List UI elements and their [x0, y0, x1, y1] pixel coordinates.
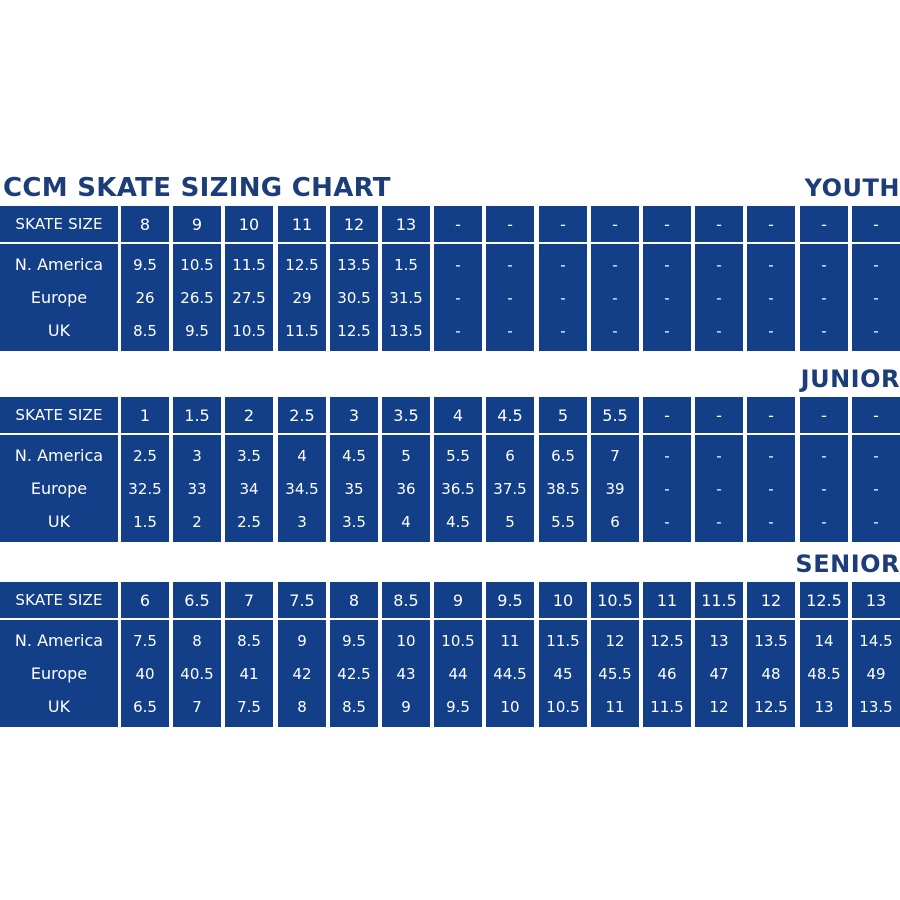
n-america-size-cell: 1.5 — [394, 255, 418, 274]
europe-size-cell: 30.5 — [337, 288, 371, 307]
skate-size-cell: 3 — [330, 397, 378, 433]
size-conversion-column — [591, 620, 639, 727]
n-america-size-cell: 7 — [610, 446, 620, 465]
europe-size-cell: - — [560, 288, 566, 307]
skate-size-cell: 8 — [330, 582, 378, 618]
uk-row-label: UK — [47, 696, 71, 716]
size-conversion-column — [800, 435, 848, 542]
uk-row-label: UK — [47, 320, 71, 340]
size-conversion-column — [330, 620, 378, 727]
uk-size-cell: 9.5 — [446, 697, 470, 716]
uk-size-cell: - — [821, 512, 827, 531]
n-america-size-cell: 10 — [396, 631, 416, 650]
skate-size-cell: 10.5 — [591, 582, 639, 618]
europe-size-cell: 37.5 — [493, 479, 527, 498]
europe-size-cell: 40 — [135, 664, 155, 683]
uk-size-cell: - — [716, 321, 722, 340]
europe-size-cell: 43 — [396, 664, 416, 683]
uk-size-cell: 3.5 — [342, 512, 366, 531]
size-conversion-column — [643, 435, 691, 542]
n-america-size-cell: - — [507, 255, 513, 274]
europe-size-cell: 34.5 — [285, 479, 319, 498]
size-conversion-column — [800, 620, 848, 727]
skate-size-row-label: SKATE SIZE — [0, 206, 118, 242]
skate-size-cell: 3.5 — [382, 397, 430, 433]
n-america-size-cell: 11.5 — [546, 631, 580, 650]
n-america-size-cell: - — [821, 255, 827, 274]
uk-size-cell: 9 — [401, 697, 411, 716]
skate-size-cell: - — [486, 206, 534, 242]
uk-size-cell: 11.5 — [650, 697, 684, 716]
uk-size-cell: - — [664, 321, 670, 340]
uk-size-cell: 1.5 — [133, 512, 157, 531]
n-america-size-cell: 9.5 — [133, 255, 157, 274]
size-conversion-column — [434, 435, 482, 542]
size-conversion-column — [121, 620, 169, 727]
uk-size-cell: - — [768, 321, 774, 340]
europe-size-cell: 48 — [761, 664, 781, 683]
skate-size-cell: 11.5 — [695, 582, 743, 618]
size-conversion-column — [486, 435, 534, 542]
senior-size-table — [0, 582, 900, 727]
europe-size-cell: 31.5 — [389, 288, 423, 307]
n-america-size-cell: - — [455, 255, 461, 274]
europe-size-cell: - — [873, 288, 879, 307]
europe-size-cell: - — [664, 288, 670, 307]
n-america-size-cell: - — [612, 255, 618, 274]
skate-size-cell: - — [747, 397, 795, 433]
europe-size-cell: 46 — [657, 664, 677, 683]
skate-size-cell: 5.5 — [591, 397, 639, 433]
skate-size-cell: - — [852, 397, 900, 433]
size-conversion-column — [434, 620, 482, 727]
skate-size-cell: 6.5 — [173, 582, 221, 618]
skate-size-cell: 7.5 — [278, 582, 326, 618]
uk-size-cell: 7 — [192, 697, 202, 716]
size-conversion-column — [173, 435, 221, 542]
uk-size-cell: 13 — [814, 697, 834, 716]
n-america-size-cell: - — [873, 446, 879, 465]
n-america-row-label: N. America — [14, 445, 104, 465]
region-row-labels — [0, 244, 118, 351]
n-america-size-cell: 8.5 — [237, 631, 261, 650]
n-america-size-cell: 3.5 — [237, 446, 261, 465]
skate-size-cell: - — [800, 397, 848, 433]
n-america-size-cell: 10.5 — [441, 631, 475, 650]
n-america-size-cell: - — [768, 255, 774, 274]
skate-size-cell: - — [434, 206, 482, 242]
skate-size-cell: - — [747, 206, 795, 242]
skate-size-cell: 12.5 — [800, 582, 848, 618]
size-conversion-column — [121, 435, 169, 542]
size-conversion-column — [486, 620, 534, 727]
n-america-size-cell: 12.5 — [650, 631, 684, 650]
chart-title: CCM SKATE SIZING CHART — [3, 173, 391, 203]
europe-size-cell: 27.5 — [232, 288, 266, 307]
skate-size-cell: 6 — [121, 582, 169, 618]
uk-row-label: UK — [47, 511, 71, 531]
n-america-size-cell: 11 — [500, 631, 520, 650]
europe-size-cell: 42 — [292, 664, 312, 683]
uk-size-cell: 5.5 — [551, 512, 575, 531]
n-america-size-cell: 11.5 — [232, 255, 266, 274]
europe-size-cell: - — [768, 288, 774, 307]
size-conversion-column — [800, 244, 848, 351]
youth-size-table — [0, 206, 900, 351]
skate-size-cell: - — [695, 397, 743, 433]
uk-size-cell: 12.5 — [754, 697, 788, 716]
europe-size-cell: - — [612, 288, 618, 307]
europe-size-cell: - — [664, 479, 670, 498]
uk-size-cell: - — [612, 321, 618, 340]
europe-size-cell: 45.5 — [598, 664, 632, 683]
size-conversion-column — [591, 435, 639, 542]
size-conversion-column — [486, 244, 534, 351]
size-conversion-column — [225, 620, 273, 727]
n-america-row-label: N. America — [14, 254, 104, 274]
skate-size-cell: - — [800, 206, 848, 242]
uk-size-cell: 11.5 — [285, 321, 319, 340]
skate-size-row-label: SKATE SIZE — [0, 397, 118, 433]
n-america-size-cell: 13.5 — [754, 631, 788, 650]
n-america-size-cell: - — [873, 255, 879, 274]
n-america-size-cell: 9 — [297, 631, 307, 650]
skate-size-cell: 11 — [643, 582, 691, 618]
uk-size-cell: - — [716, 512, 722, 531]
europe-size-cell: 32.5 — [128, 479, 162, 498]
n-america-size-cell: 9.5 — [342, 631, 366, 650]
size-conversion-column — [539, 435, 587, 542]
skate-size-cell: - — [643, 397, 691, 433]
uk-size-cell: 10 — [500, 697, 520, 716]
skate-size-cell: 8.5 — [382, 582, 430, 618]
europe-size-cell: 36 — [396, 479, 416, 498]
europe-row-label: Europe — [30, 663, 88, 683]
europe-size-cell: 36.5 — [441, 479, 475, 498]
size-conversion-column — [852, 435, 900, 542]
skate-size-cell: 10 — [539, 582, 587, 618]
size-conversion-column — [539, 620, 587, 727]
uk-size-cell: - — [507, 321, 513, 340]
skate-size-cell: 13 — [382, 206, 430, 242]
skate-size-cell: 10 — [225, 206, 273, 242]
section-label-junior: JUNIOR — [800, 365, 900, 393]
uk-size-cell: 7.5 — [237, 697, 261, 716]
uk-size-cell: - — [768, 512, 774, 531]
size-conversion-column — [278, 244, 326, 351]
europe-row-label: Europe — [30, 287, 88, 307]
skate-size-cell: 2 — [225, 397, 273, 433]
n-america-size-cell: 6 — [505, 446, 515, 465]
size-conversion-column — [278, 620, 326, 727]
size-conversion-column — [434, 244, 482, 351]
europe-size-cell: 35 — [344, 479, 364, 498]
skate-size-cell: 1.5 — [173, 397, 221, 433]
n-america-size-cell: 14 — [814, 631, 834, 650]
skate-size-cell: 12 — [330, 206, 378, 242]
size-conversion-column — [225, 435, 273, 542]
skate-size-cell: - — [643, 206, 691, 242]
n-america-size-cell: 8 — [192, 631, 202, 650]
europe-size-cell: 26 — [135, 288, 155, 307]
n-america-row-label: N. America — [14, 630, 104, 650]
uk-size-cell: 4.5 — [446, 512, 470, 531]
uk-size-cell: 8.5 — [133, 321, 157, 340]
junior-size-table — [0, 397, 900, 542]
n-america-size-cell: - — [821, 446, 827, 465]
uk-size-cell: 8.5 — [342, 697, 366, 716]
uk-size-cell: 13.5 — [859, 697, 893, 716]
europe-size-cell: 39 — [605, 479, 625, 498]
size-conversion-column — [382, 435, 430, 542]
skate-size-cell: - — [695, 206, 743, 242]
size-conversion-column — [695, 244, 743, 351]
europe-size-cell: 49 — [866, 664, 886, 683]
n-america-size-cell: 4 — [297, 446, 307, 465]
europe-size-cell: 47 — [709, 664, 729, 683]
uk-size-cell: - — [560, 321, 566, 340]
uk-size-cell: 9.5 — [185, 321, 209, 340]
uk-size-cell: - — [873, 321, 879, 340]
skate-size-cell: 1 — [121, 397, 169, 433]
n-america-size-cell: - — [560, 255, 566, 274]
uk-size-cell: 5 — [505, 512, 515, 531]
skate-size-cell: - — [852, 206, 900, 242]
uk-size-cell: 10.5 — [232, 321, 266, 340]
size-conversion-column — [747, 244, 795, 351]
uk-size-cell: 10.5 — [546, 697, 580, 716]
uk-size-cell: 3 — [297, 512, 307, 531]
europe-size-cell: 41 — [239, 664, 259, 683]
n-america-size-cell: 5 — [401, 446, 411, 465]
n-america-size-cell: 5.5 — [446, 446, 470, 465]
europe-size-cell: - — [821, 479, 827, 498]
uk-size-cell: - — [873, 512, 879, 531]
size-conversion-column — [747, 435, 795, 542]
skate-size-cell: 5 — [539, 397, 587, 433]
n-america-size-cell: 13.5 — [337, 255, 371, 274]
europe-size-cell: - — [507, 288, 513, 307]
europe-size-cell: 29 — [292, 288, 312, 307]
region-row-labels — [0, 435, 118, 542]
europe-size-cell: 45 — [553, 664, 573, 683]
europe-size-cell: - — [716, 288, 722, 307]
uk-size-cell: - — [455, 321, 461, 340]
n-america-size-cell: - — [664, 446, 670, 465]
uk-size-cell: 8 — [297, 697, 307, 716]
n-america-size-cell: 12 — [605, 631, 625, 650]
size-conversion-column — [643, 620, 691, 727]
europe-size-cell: 33 — [187, 479, 207, 498]
skate-size-cell: 7 — [225, 582, 273, 618]
size-conversion-column — [173, 620, 221, 727]
skate-size-cell: 9 — [173, 206, 221, 242]
n-america-size-cell: 3 — [192, 446, 202, 465]
skate-size-cell: 12 — [747, 582, 795, 618]
uk-size-cell: - — [821, 321, 827, 340]
size-conversion-column — [695, 620, 743, 727]
size-conversion-column — [330, 244, 378, 351]
n-america-size-cell: - — [768, 446, 774, 465]
skate-size-cell: 2.5 — [278, 397, 326, 433]
uk-size-cell: 2 — [192, 512, 202, 531]
europe-size-cell: 44.5 — [493, 664, 527, 683]
uk-size-cell: 6.5 — [133, 697, 157, 716]
section-label-youth: YOUTH — [804, 174, 900, 202]
size-conversion-column — [225, 244, 273, 351]
europe-size-cell: 42.5 — [337, 664, 371, 683]
europe-size-cell: - — [873, 479, 879, 498]
skate-size-cell: 9.5 — [486, 582, 534, 618]
europe-size-cell: - — [716, 479, 722, 498]
size-conversion-column — [382, 620, 430, 727]
size-conversion-column — [747, 620, 795, 727]
section-label-senior: SENIOR — [795, 550, 900, 578]
n-america-size-cell: 14.5 — [859, 631, 893, 650]
size-conversion-column — [173, 244, 221, 351]
size-conversion-column — [643, 244, 691, 351]
skate-size-row-label: SKATE SIZE — [0, 582, 118, 618]
europe-size-cell: 38.5 — [546, 479, 580, 498]
skate-size-cell: 4.5 — [486, 397, 534, 433]
size-conversion-column — [591, 244, 639, 351]
europe-size-cell: 48.5 — [807, 664, 841, 683]
size-conversion-column — [382, 244, 430, 351]
skate-size-cell: 8 — [121, 206, 169, 242]
uk-size-cell: 6 — [610, 512, 620, 531]
size-conversion-column — [852, 620, 900, 727]
europe-size-cell: - — [821, 288, 827, 307]
skate-size-cell: - — [591, 206, 639, 242]
n-america-size-cell: - — [716, 255, 722, 274]
europe-size-cell: - — [455, 288, 461, 307]
n-america-size-cell: - — [664, 255, 670, 274]
size-conversion-column — [121, 244, 169, 351]
size-conversion-column — [330, 435, 378, 542]
europe-size-cell: 44 — [448, 664, 468, 683]
uk-size-cell: 12 — [709, 697, 729, 716]
n-america-size-cell: 13 — [709, 631, 729, 650]
skate-size-cell: 4 — [434, 397, 482, 433]
skate-size-cell: 9 — [434, 582, 482, 618]
uk-size-cell: 2.5 — [237, 512, 261, 531]
size-conversion-column — [539, 244, 587, 351]
size-conversion-column — [852, 244, 900, 351]
uk-size-cell: 12.5 — [337, 321, 371, 340]
uk-size-cell: - — [664, 512, 670, 531]
size-conversion-column — [278, 435, 326, 542]
region-row-labels — [0, 620, 118, 727]
europe-row-label: Europe — [30, 478, 88, 498]
n-america-size-cell: 2.5 — [133, 446, 157, 465]
n-america-size-cell: 6.5 — [551, 446, 575, 465]
skate-size-cell: 11 — [278, 206, 326, 242]
n-america-size-cell: 10.5 — [180, 255, 214, 274]
n-america-size-cell: 12.5 — [285, 255, 319, 274]
europe-size-cell: 34 — [239, 479, 259, 498]
skate-size-cell: 13 — [852, 582, 900, 618]
europe-size-cell: - — [768, 479, 774, 498]
skate-size-cell: - — [539, 206, 587, 242]
n-america-size-cell: - — [716, 446, 722, 465]
europe-size-cell: 40.5 — [180, 664, 214, 683]
n-america-size-cell: 7.5 — [133, 631, 157, 650]
europe-size-cell: 26.5 — [180, 288, 214, 307]
n-america-size-cell: 4.5 — [342, 446, 366, 465]
size-conversion-column — [695, 435, 743, 542]
uk-size-cell: 4 — [401, 512, 411, 531]
uk-size-cell: 13.5 — [389, 321, 423, 340]
uk-size-cell: 11 — [605, 697, 625, 716]
